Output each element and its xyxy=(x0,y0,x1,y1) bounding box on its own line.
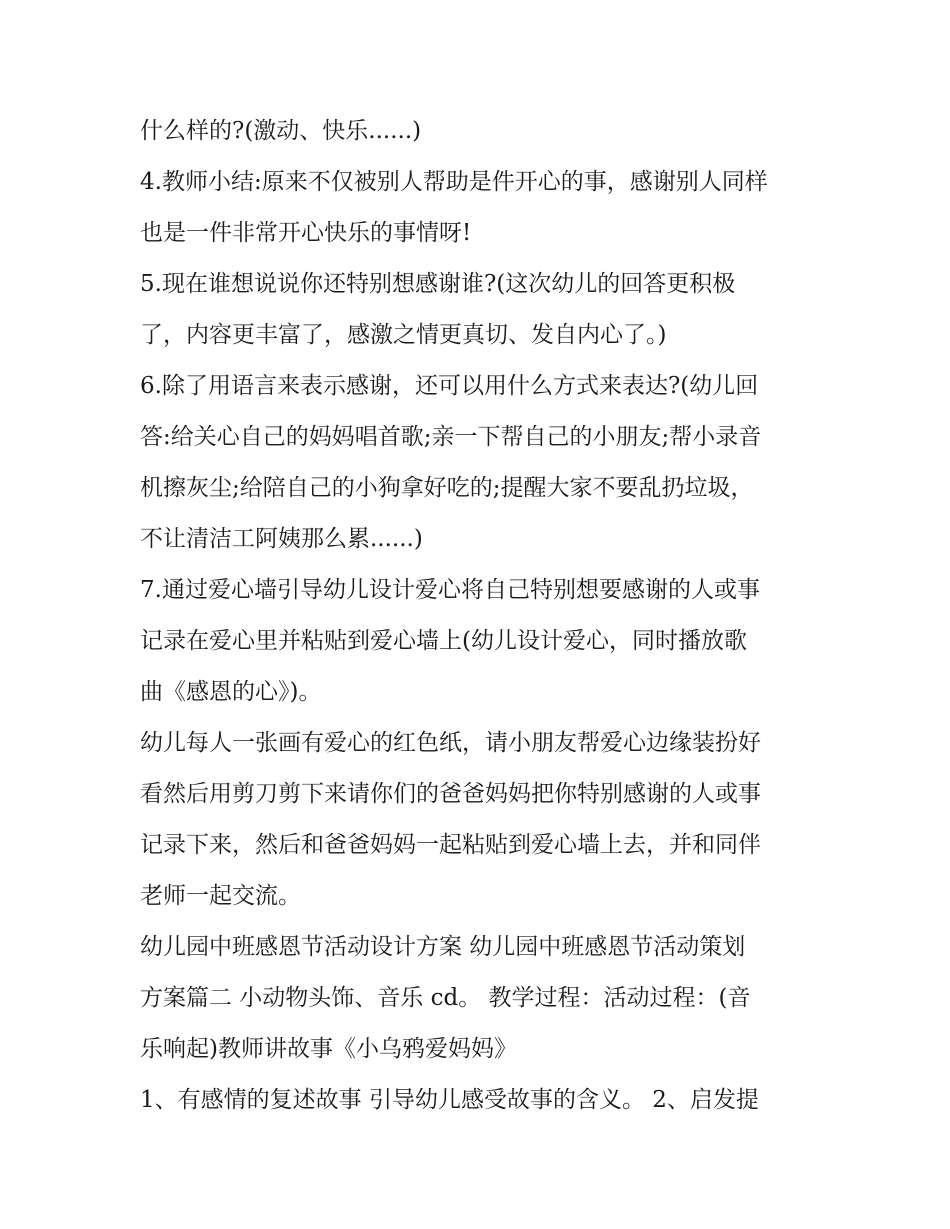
text-line: 记录下来，然后和爸爸妈妈一起粘贴到爱心墙上去，并和同伴 xyxy=(140,832,761,858)
document-body xyxy=(140,106,820,1126)
text-line: 什么样的?(激动、快乐......) xyxy=(140,118,422,144)
text-line: 幼儿每人一张画有爱心的红色纸，请小朋友帮爱心边缘装扮好 xyxy=(140,730,761,756)
text-line: 不让清洁工阿姨那么累......) xyxy=(140,526,423,552)
text-line: 了，内容更丰富了，感激之情更真切、发自内心了。) xyxy=(140,322,667,348)
text-line: 也是一件非常开心快乐的事情呀! xyxy=(140,220,472,246)
text-line: 老师一起交流。 xyxy=(140,883,301,909)
text-line: 记录在爱心里并粘贴到爱心墙上(幼儿设计爱心，同时播放歌 xyxy=(140,628,747,654)
text-line: 4.教师小结:原来不仅被别人帮助是件开心的事，感谢别人同样 xyxy=(140,169,768,195)
text-line: 曲《感恩的心》)。 xyxy=(140,679,322,705)
text-line: 5.现在谁想说说你还特别想感谢谁?(这次幼儿的回答更积极 xyxy=(140,271,736,297)
text-line: 6.除了用语言来表示感谢，还可以用什么方式来表达?(幼儿回 xyxy=(140,373,759,399)
text-line: 乐响起)教师讲故事《小乌鸦爱妈妈》 xyxy=(140,1036,517,1062)
text-line: 机擦灰尘;给陪自己的小狗拿好吃的;提醒大家不要乱扔垃圾， xyxy=(140,475,754,501)
text-line: 幼儿园中班感恩节活动设计方案 幼儿园中班感恩节活动策划 xyxy=(140,934,746,960)
text-line: 看然后用剪刀剪下来请你们的爸爸妈妈把你特别感谢的人或事 xyxy=(140,781,761,807)
text-line: 答:给关心自己的妈妈唱首歌;亲一下帮自己的小朋友;帮小录音 xyxy=(140,424,762,450)
text-line: 1、有感情的复述故事 引导幼儿感受故事的含义。 2、启发提 xyxy=(140,1087,759,1113)
text-line: 方案篇二 小动物头饰、音乐 cd。 教学过程：活动过程：(音 xyxy=(140,985,751,1011)
text-line: 7.通过爱心墙引导幼儿设计爱心将自己特别想要感谢的人或事 xyxy=(140,577,760,603)
